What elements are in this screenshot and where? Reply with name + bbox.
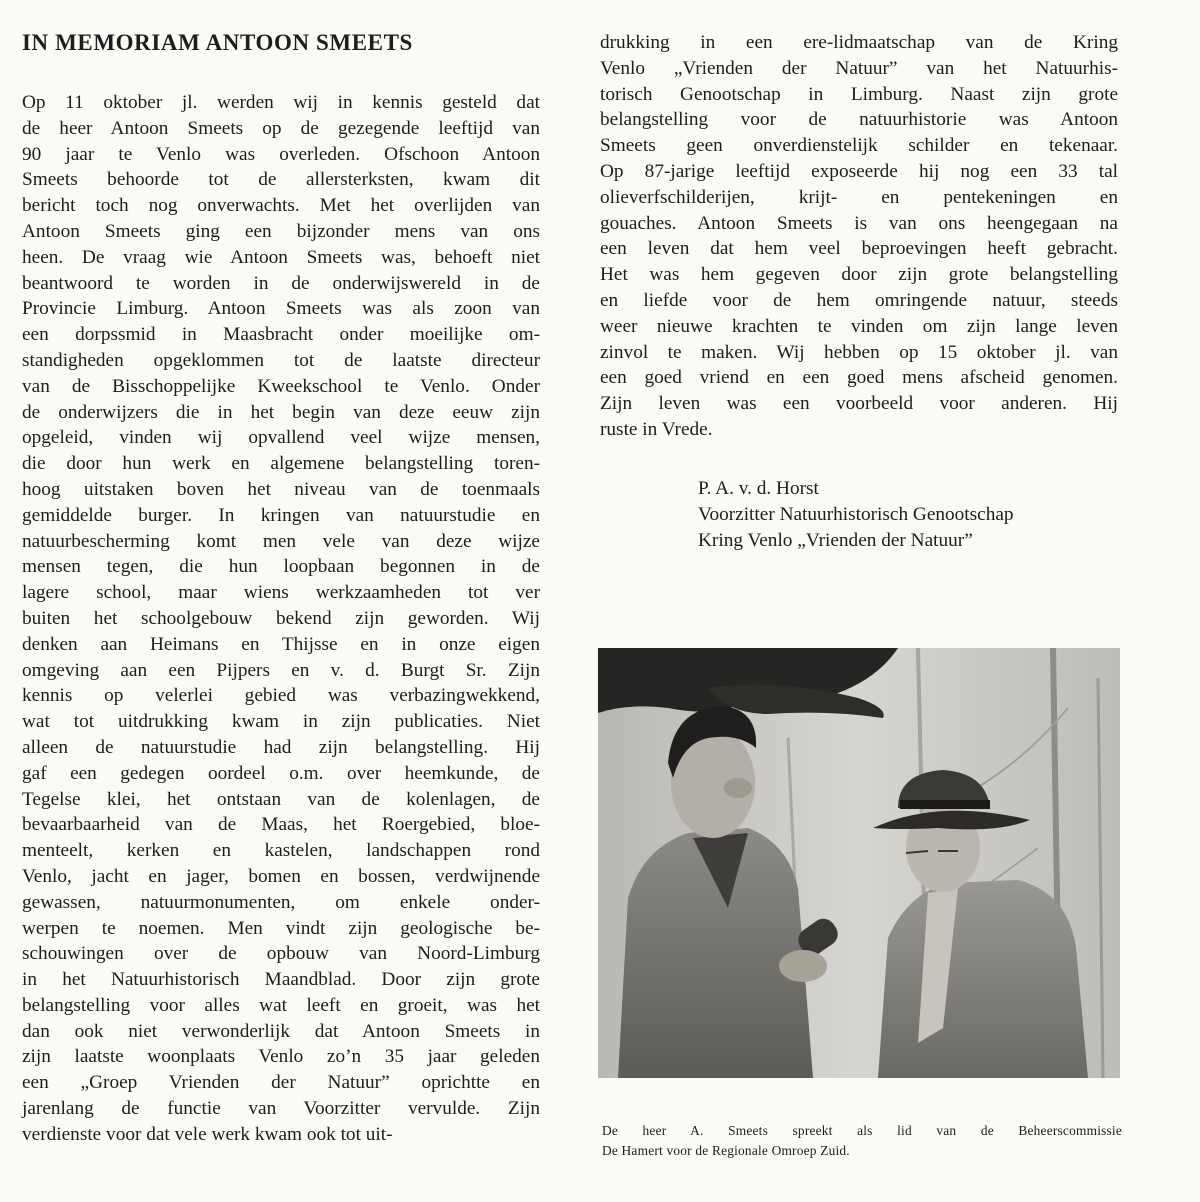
- text-line: Tegelse klei, het ontstaan van de kolenlagen, de: [22, 788, 540, 810]
- text-line: Venlo „Vrienden der Natuur” van het Natuurhis-: [600, 57, 1118, 79]
- text-line: dan ook niet verwonderlijk dat Antoon Smeets in: [22, 1020, 540, 1042]
- left-text-column: [22, 90, 540, 1148]
- text-line: lagere school, maar wiens werkzaamheden tot ver: [22, 582, 540, 604]
- text-line: belangstelling voor alles wat leeft en groeit, was het: [22, 994, 540, 1016]
- text-line: gemiddelde burger. In kringen van natuurstudie en: [22, 504, 540, 526]
- text-line: heen. De vraag wie Antoon Smeets was, behoeft niet: [22, 246, 540, 268]
- text-line: natuurbescherming komt men vele van deze wijze: [22, 530, 540, 552]
- caption-line: De Hamert voor de Regionale Omroep Zuid.: [602, 1143, 850, 1158]
- signature-organization: Kring Venlo „Vrienden der Natuur”: [698, 530, 973, 551]
- text-line: Op 11 oktober jl. werden wij in kennis gesteld dat: [22, 92, 540, 113]
- text-line: Venlo, jacht en jager, bomen en bossen, verdwijnende: [22, 865, 540, 887]
- text-line: Zijn leven was een voorbeeld voor anderen. Hij: [600, 393, 1118, 415]
- text-line: die door hun werk en algemene belangstelling toren-: [22, 453, 540, 475]
- text-line: mensen tegen, die hun loopbaan begonnen in de: [22, 556, 540, 578]
- text-line: gouaches. Antoon Smeets is van ons heengegaan na: [600, 212, 1118, 234]
- text-line: kennis op velerlei gebied was verbazingwekkend,: [22, 685, 540, 707]
- text-line: beantwoord te worden in de onderwijswereld in de: [22, 272, 540, 294]
- signature-role: Voorzitter Natuurhistorisch Genootschap: [698, 504, 1014, 525]
- text-line: Provincie Limburg. Antoon Smeets was als zoon van: [22, 298, 540, 320]
- text-line: opgeleid, vinden wij opvallend veel wijze mensen,: [22, 427, 540, 449]
- text-line: schouwingen over de opbouw van Noord-Limburg: [22, 943, 540, 965]
- text-line: Antoon Smeets ging een bijzonder mens van ons: [22, 220, 540, 242]
- text-line: bericht toch nog onverwachts. Met het overlijden van: [22, 195, 540, 217]
- text-line: Het was hem gegeven door zijn grote belangstelling: [600, 264, 1118, 286]
- signature-name: P. A. v. d. Horst: [698, 478, 819, 499]
- text-line: jarenlang de functie van Voorzitter vervulde. Zijn: [22, 1098, 540, 1120]
- text-line: drukking in een ere-lidmaatschap van de Kring: [600, 32, 1118, 53]
- text-line: wat tot uitdrukking kwam in zijn publicaties. Niet: [22, 711, 540, 733]
- signature-block: [698, 476, 1014, 554]
- text-line: verdienste voor dat vele werk kwam ook tot uit-: [22, 1123, 393, 1145]
- right-text-column: [600, 30, 1118, 443]
- text-line: en liefde voor de hem omringende natuur, steeds: [600, 289, 1118, 311]
- text-line: een dorpssmid in Maasbracht onder moeilijke om-: [22, 324, 540, 346]
- text-line: Smeets geen onverdienstelijk schilder en tekenaar.: [600, 135, 1118, 157]
- text-line: omgeving aan een Pijpers en v. d. Burgt Sr. Zijn: [22, 659, 540, 681]
- text-line: werpen te noemen. Men vindt zijn geologische be-: [22, 917, 540, 939]
- article-title: IN MEMORIAM ANTOON SMEETS: [22, 30, 413, 55]
- text-line: een leven dat hem veel beproevingen heeft gebracht.: [600, 238, 1118, 260]
- text-line: buiten het schoolgebouw bekend zijn geworden. Wij: [22, 607, 540, 629]
- text-line: denken aan Heimans en Thijsse en in onze eigen: [22, 633, 540, 655]
- text-line: 90 jaar te Venlo was overleden. Ofschoon Antoon: [22, 143, 540, 165]
- text-line: gewassen, natuurmonumenten, om enkele onder-: [22, 891, 540, 913]
- caption-line: De heer A. Smeets spreekt als lid van de Beheerscommissie: [602, 1123, 1122, 1138]
- text-line: alleen de natuurstudie had zijn belangstelling. Hij: [22, 736, 540, 758]
- text-line: bevaarbaarheid van de Maas, het Roergebied, bloe-: [22, 814, 540, 836]
- text-line: zijn laatste woonplaats Venlo zo’n 35 jaar geleden: [22, 1046, 540, 1068]
- text-line: een goed vriend en een goed mens afscheid genomen.: [600, 367, 1118, 389]
- article-photo: [598, 648, 1120, 1078]
- text-line: torisch Genootschap in Limburg. Naast zijn grote: [600, 83, 1118, 105]
- text-line: de onderwijzers die in het begin van deze eeuw zijn: [22, 401, 540, 423]
- text-line: standigheden opgeklommen tot de laatste directeur: [22, 349, 540, 371]
- text-line: van de Bisschoppelijke Kweekschool te Venlo. Onder: [22, 375, 540, 397]
- text-line: in het Natuurhistorisch Maandblad. Door zijn grote: [22, 969, 540, 991]
- text-line: menteelt, kerken en kastelen, landschappen rond: [22, 840, 540, 862]
- text-line: olieverfschilderijen, krijt- en pentekeningen en: [600, 186, 1118, 208]
- text-line: de heer Antoon Smeets op de gezegende leeftijd van: [22, 117, 540, 139]
- text-line: belangstelling voor de natuurhistorie was Antoon: [600, 109, 1118, 131]
- text-line: hoog uitstaken boven het niveau van de toenmaals: [22, 478, 540, 500]
- text-line: weer nieuwe krachten te vinden om zijn lange leven: [600, 315, 1118, 337]
- text-line: ruste in Vrede.: [600, 418, 713, 440]
- text-line: Smeets behoorde tot de allersterksten, kwam dit: [22, 169, 540, 191]
- text-line: Op 87-jarige leeftijd exposeerde hij nog een 33 tal: [600, 160, 1118, 182]
- text-line: zinvol te maken. Wij hebben op 15 oktober jl. van: [600, 341, 1118, 363]
- text-line: gaf een gedegen oordeel o.m. over heemkunde, de: [22, 762, 540, 784]
- text-line: een „Groep Vrienden der Natuur” oprichtte en: [22, 1072, 540, 1094]
- photo-caption: [602, 1121, 1122, 1161]
